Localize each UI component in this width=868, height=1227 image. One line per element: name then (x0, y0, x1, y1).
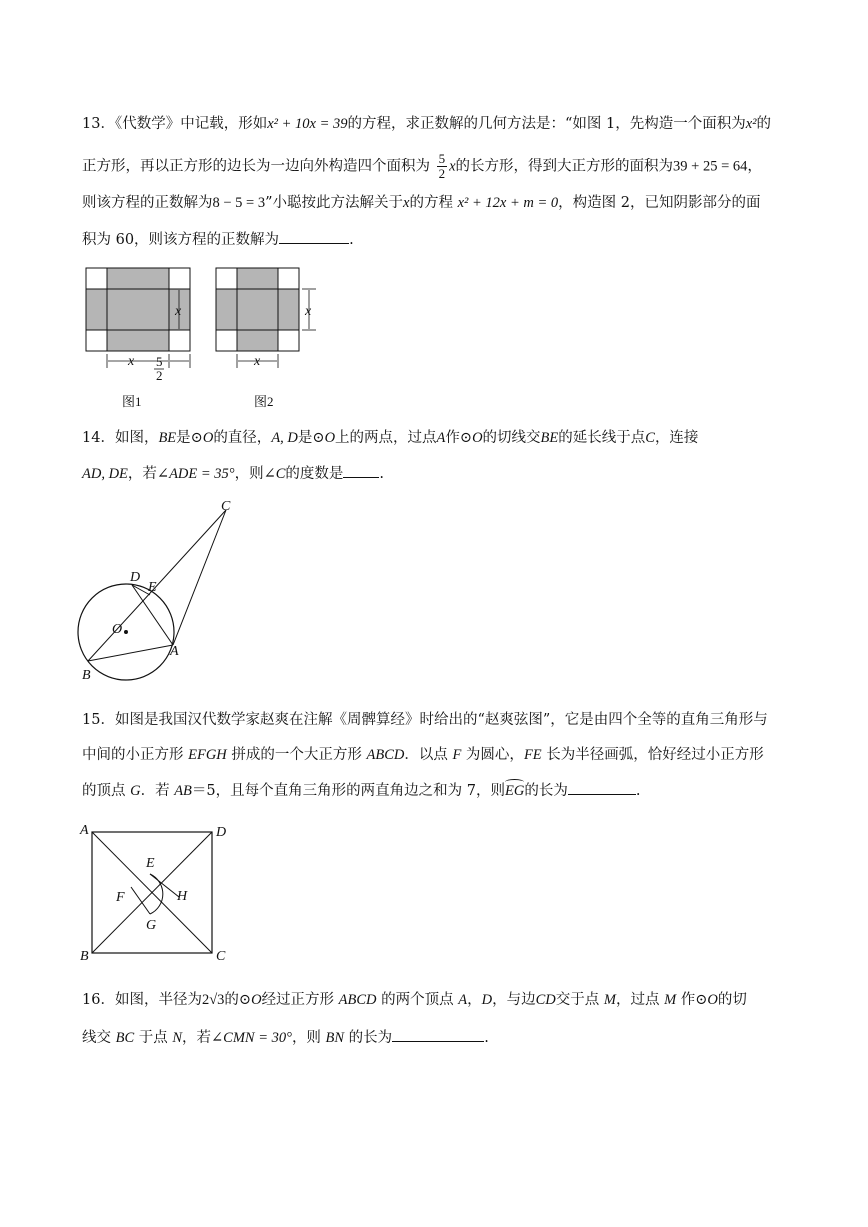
frac-num: 5 (438, 151, 446, 166)
text: 的 (756, 116, 772, 132)
text: 的方程 (409, 195, 453, 211)
text: 13．《代数学》中记载，形如 (82, 116, 268, 132)
var-a: A (436, 430, 446, 446)
text: 正方形，再以正方形的边长为一边向外构造四个面积为 (82, 158, 430, 175)
var-o: O (707, 992, 718, 1008)
text: 交于点 (555, 992, 604, 1008)
var-be: BE (158, 430, 177, 446)
var-efgh: EFGH (188, 747, 227, 763)
frac-den: 2 (438, 166, 446, 181)
q15-figure (76, 822, 236, 967)
var-be: BE (540, 430, 559, 446)
var-abcd: ABCD (338, 992, 377, 1008)
text: ，若 (127, 466, 157, 482)
text: 的度数是 (285, 466, 344, 482)
label-A: A (80, 823, 89, 838)
fig1-x-right: x (175, 304, 182, 319)
var-bc: BC (115, 1030, 135, 1046)
var-a: A (458, 992, 468, 1008)
fig1-x-bottom: x (128, 354, 135, 369)
label-B: B (82, 668, 91, 683)
var-ab: AB (174, 783, 192, 799)
var-o: O (472, 430, 483, 446)
text: ．以点 (404, 747, 453, 763)
text: ”小聪按此方法解关于 (265, 195, 404, 211)
q16-line-2 (82, 1027, 489, 1048)
var-cd: CD (535, 992, 556, 1008)
equation-2: 39 + 25 = 64 (673, 158, 748, 175)
text: 的顶点 (82, 783, 131, 799)
arc-eg: EG (504, 783, 525, 799)
text: 拼成的一个大正方形 (226, 747, 367, 763)
var-ad-de: AD, DE (82, 466, 128, 482)
equation-1: x² + 10x = 39 (267, 116, 348, 132)
q15-line-3 (82, 780, 640, 801)
text: 则该方程的正数解为 (82, 195, 213, 211)
q13-line-2 (82, 152, 762, 181)
q14-figure (70, 495, 250, 690)
label-E: E (148, 580, 157, 595)
figure-2 (216, 268, 326, 368)
text: ，则∠ (234, 466, 276, 482)
label-C: C (221, 499, 231, 514)
var-f: F (452, 747, 462, 763)
fig1-frac-num: 5 (156, 354, 163, 369)
text: . (635, 783, 641, 799)
text: 经过正方形 (261, 992, 339, 1008)
text: 线交 (82, 1030, 116, 1046)
angle-cmn: ∠CMN = 30° (211, 1030, 292, 1046)
text: . (349, 232, 354, 248)
var-o: O (251, 992, 262, 1008)
text: 的长方形，得到大正方形的面积为 (455, 158, 674, 175)
q14-line-1 (82, 428, 698, 448)
fig1-caption: 图1 (122, 394, 142, 409)
text: 14．如图， (82, 430, 159, 446)
var-o: O (324, 430, 336, 446)
text: 的切 (717, 992, 747, 1008)
x-squared: x² (745, 116, 757, 132)
text: ．若 (140, 783, 175, 799)
var-o: O (202, 430, 214, 446)
text: 的直径， (213, 430, 272, 446)
q16-line-1 (82, 990, 747, 1010)
text: 的长为 (524, 783, 568, 799)
answer-blank[interactable] (392, 1027, 484, 1042)
fig1-frac-den: 2 (156, 368, 163, 383)
text: 上的两点，过点 (335, 430, 437, 446)
var-n: N (172, 1030, 183, 1046)
text: 16．如图，半径为 (82, 992, 202, 1008)
text: ， (747, 158, 762, 175)
text: 作⊙ (676, 992, 708, 1008)
label-C: C (216, 949, 226, 964)
q15-line-1 (82, 710, 768, 730)
text: ，连接 (654, 430, 699, 446)
angle-ade: ∠ADE = 35° (156, 466, 235, 482)
text: 的长为 (344, 1030, 393, 1046)
text: 的⊙ (224, 992, 252, 1008)
label-O: O (112, 622, 123, 637)
text: 中间的小正方形 (82, 747, 189, 763)
label-D: D (130, 570, 141, 585)
var-x: x (449, 158, 456, 175)
var-bn: BN (325, 1030, 345, 1046)
var-fe: FE (523, 747, 542, 763)
var-ad: A, D (271, 430, 298, 446)
text: 是⊙ (176, 430, 203, 446)
equation-3: 8 − 5 = 3 (212, 195, 266, 211)
var-c: C (275, 466, 286, 482)
text: . (379, 466, 385, 482)
fig2-x-bottom: x (254, 354, 261, 369)
var-g: G (130, 783, 141, 799)
text: ，与边 (492, 992, 536, 1008)
q13-line-3 (82, 193, 760, 213)
label-B: B (80, 949, 89, 964)
text: 的延长线于点 (558, 430, 646, 446)
fig2-caption: 图2 (254, 394, 274, 409)
label-F: F (116, 890, 125, 905)
answer-blank[interactable] (343, 463, 379, 478)
q14-line-2 (82, 463, 384, 484)
text: ， (467, 992, 482, 1008)
equation-4: x² + 12x + m = 0 (457, 195, 559, 211)
figure-1 (86, 268, 196, 383)
answer-blank[interactable] (279, 229, 349, 244)
label-H: H (177, 889, 188, 904)
text: ，过点 (615, 992, 665, 1008)
text: ，构造图 2，已知阴影部分的面 (558, 195, 761, 211)
text: 15．如图是我国汉代数学家赵爽在注解《周髀算经》时给出的“赵爽弦图”，它是由四个全等的直角三角形与 (82, 712, 768, 728)
var-abcd: ABCD (366, 747, 405, 763)
var-c: C (645, 430, 655, 446)
answer-blank[interactable] (568, 780, 636, 795)
text: . (484, 1030, 489, 1046)
fraction-5-2 (437, 152, 448, 181)
label-E: E (146, 856, 155, 871)
q13-line-1 (82, 114, 771, 134)
var-m: M (603, 992, 616, 1008)
text: 是⊙ (297, 430, 325, 446)
fig2-x-right: x (305, 304, 312, 319)
text: 的方程，求正数解的几何方法是：“如图 1，先构造一个面积为 (347, 116, 746, 132)
var-x: x (403, 195, 410, 211)
text: 长为半径画弧，恰好经过小正方形 (541, 747, 764, 763)
text: 的切线交 (482, 430, 541, 446)
var-m: M (664, 992, 677, 1008)
q15-line-2 (82, 745, 764, 765)
radius-value: 2√3 (201, 992, 225, 1008)
text: 的两个顶点 (376, 992, 459, 1008)
var-d: D (481, 992, 493, 1008)
label-A: A (170, 644, 179, 659)
text: 作⊙ (445, 430, 473, 446)
text: ＝5，且每个直角三角形的两直角边之和为 7，则 (191, 783, 505, 799)
text: 积为 60，则该方程的正数解为 (82, 232, 280, 248)
text: 为圆心， (461, 747, 524, 763)
label-G: G (146, 918, 157, 933)
q13-line-4 (82, 229, 354, 250)
text: ，若 (182, 1030, 212, 1046)
label-D: D (216, 825, 227, 840)
text: ，则 (291, 1030, 326, 1046)
text: 于点 (134, 1030, 173, 1046)
